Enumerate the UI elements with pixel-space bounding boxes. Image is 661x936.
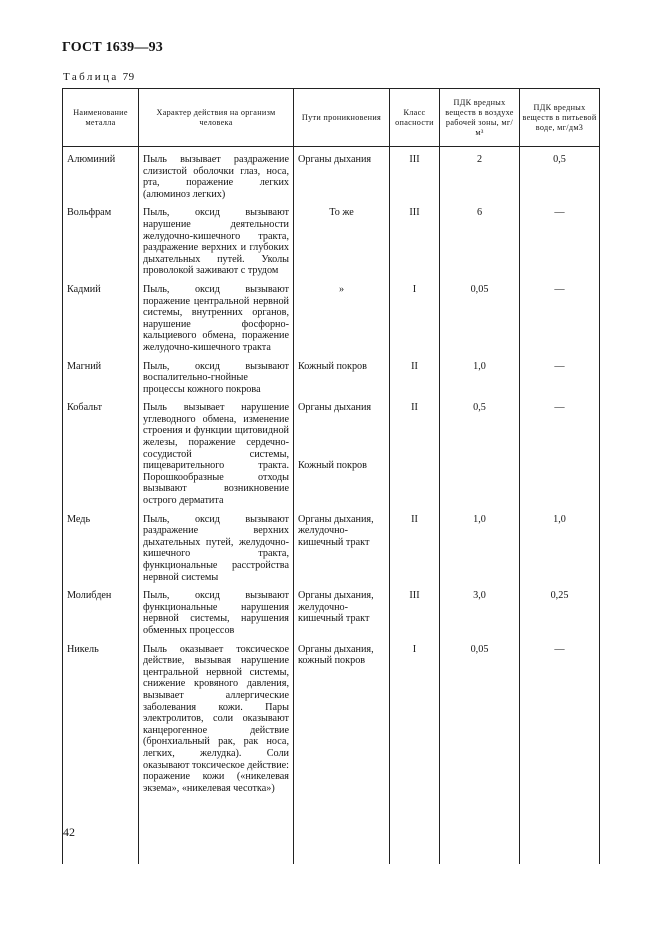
metal-name-cell: Кобальт [63,395,139,506]
effect-cell: Пыль, оксид вызывают нарушение деятельности желудочно-кишечного тракта, раздражение верхних и глубоких дыхательных путей. Уколы проволокой заживают с трудом [139,200,294,277]
table-row [63,354,600,396]
effect-cell: Пыль, оксид вызывают раздражение верхних дыхательных путей, желудочно-кишечного тракта, функциональные расстройства нервной системы [139,507,294,584]
hazard-class-cell: III [390,200,440,277]
effect-cell: Пыль вызывает нарушение углеводного обмена, изменение строения и функции щитовидной железы, поражение сердечно-сосудистой системы, пищеварительного тракта. Порошкообразные отходы вызывают возникновение острого дерматита [139,395,294,506]
table-row [63,507,600,584]
route-primary: Органы дыхания [298,402,372,414]
pdk-air-cell: 1,0 [440,354,520,396]
hazard-class-cell: II [390,395,440,506]
route-cell: Органы дыхания, желудочно-кишечный тракт [294,507,390,584]
pdk-air-cell: 0,5 [440,395,520,506]
hazard-class-cell: I [390,277,440,354]
column-header-pdk-water: ПДК вредных веществ в питьевой воде, мг/дм3 [520,89,600,147]
hazard-class-cell: II [390,507,440,584]
metal-name-cell: Магний [63,354,139,396]
metal-name-cell: Молибден [63,583,139,636]
effect-cell: Пыль оказывает токсическое действие, вызывая нарушение центральной нервной системы, снижение кровяного давления, вызывает аллергические заболевания кожи. Пары электролитов, соли оказывают канцерогенное действие (бронхиальный рак, рак носа, легких, желудка). Соли оказывают токсическое действие: поражение кожи («никелевая экзема», «никелевая чесотка») [139,637,294,864]
column-header-effect: Характер действия на организм человека [139,89,294,147]
pdk-air-cell: 1,0 [440,507,520,584]
route-secondary: Кожный покров [298,459,367,471]
effect-cell: Пыль, оксид вызывают поражение центральной нервной системы, внутренних органов, нарушение фосфорно-кальциевого обмена, поражение желудочно-кишечного тракта [139,277,294,354]
column-header-route: Пути проникновения [294,89,390,147]
table-header [63,89,600,147]
hazard-class-cell: III [390,147,440,201]
column-header-pdk-air: ПДК вредных веществ в воздухе рабочей зоны, мг/м³ [440,89,520,147]
table-row [63,200,600,277]
hazard-class-cell: II [390,354,440,396]
table-row [63,277,600,354]
metal-name-cell: Медь [63,507,139,584]
route-cell: Органы дыхания [294,147,390,201]
table-row [63,583,600,636]
effect-cell: Пыль вызывает раздражение слизистой оболочки глаз, носа, рта, поражение легких (алюминоз легких) [139,147,294,201]
metal-name-cell: Вольфрам [63,200,139,277]
hazard-class-cell: III [390,583,440,636]
table-row [63,395,600,506]
pdk-water-cell: — [520,637,600,864]
metal-name-cell: Никель [63,637,139,864]
pdk-air-cell: 0,05 [440,277,520,354]
route-cell: То же [294,200,390,277]
pdk-air-cell: 6 [440,200,520,277]
route-cell [294,395,390,506]
route-cell: Кожный покров [294,354,390,396]
column-header-hazard-class: Класс опасности [390,89,440,147]
pdk-water-cell: — [520,395,600,506]
effect-cell: Пыль, оксид вызывают функциональные нарушения нервной системы, нарушения обменных процессов [139,583,294,636]
pdk-air-cell: 2 [440,147,520,201]
table-row [63,147,600,201]
pdk-water-cell: — [520,277,600,354]
header-row [63,89,600,147]
pdk-water-cell: 1,0 [520,507,600,584]
table-caption-number: 79 [122,71,135,83]
effect-cell: Пыль, оксид вызывают воспалительно-гнойные процессы кожного покрова [139,354,294,396]
pdk-air-cell: 3,0 [440,583,520,636]
page-number: 42 [63,825,75,839]
route-cell: » [294,277,390,354]
table-caption-label: Таблица [63,71,119,83]
table-caption [63,71,135,83]
pdk-air-cell: 0,05 [440,637,520,864]
table-body [63,147,600,864]
pdk-water-cell: 0,5 [520,147,600,201]
metal-name-cell: Алюминий [63,147,139,201]
toxicity-table [62,88,600,864]
route-cell: Органы дыхания, кожный покров [294,637,390,864]
standard-title: ГОСТ 1639—93 [62,40,163,55]
pdk-water-cell: — [520,354,600,396]
hazard-class-cell: I [390,637,440,864]
pdk-water-cell: — [520,200,600,277]
route-cell: Органы дыхания, желудочно-кишечный тракт [294,583,390,636]
column-header-metal: Наименование металла [63,89,139,147]
pdk-water-cell: 0,25 [520,583,600,636]
table-row [63,637,600,864]
metal-name-cell: Кадмий [63,277,139,354]
